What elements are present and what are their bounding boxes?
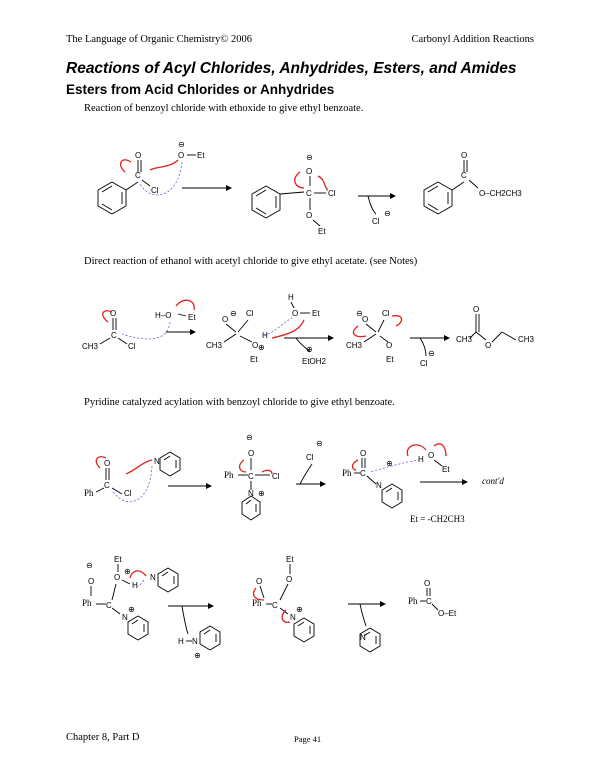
ethyl-label-9: Et [286,555,294,564]
ethyl-label-3: Et [188,313,196,322]
pyridine-n-label-1: N [154,457,160,466]
ethanol3-h-label: H [418,455,424,464]
caption-ethoxide: Reaction of benzoyl chloride with ethoxide to give ethyl benzoate. [84,103,364,114]
benzene-ring-1 [98,182,126,214]
benzene-ring-3 [424,182,452,214]
plus-sign-5: ⊕ [124,567,131,576]
red-arrow-13 [262,470,272,474]
ester2-oxygen-label: O [473,305,480,314]
phenyl-label-6: Ph [408,596,418,606]
red-arrow-14 [353,460,359,470]
methyl-label-1: CH3 [82,342,99,351]
tetra-chloride-label: Cl [246,309,254,318]
ethyl-label-8: Et [114,555,122,564]
pyridinium-ring-2 [382,484,402,508]
pyr-carbon-label: C [104,481,110,490]
chloride-ion-label-2: Cl [420,359,428,368]
pyridinium-ring-1 [242,496,260,520]
phenyl-label-2: Ph [224,470,234,480]
section-subtitle: Esters from Acid Chlorides or Anhydrides [66,82,335,97]
ethanol2-oxygen-label: O [292,309,299,318]
pyridine-ring-1 [160,452,180,476]
red-arrow-11 [126,460,152,474]
phenyl-label-3: Ph [342,468,352,478]
pyridinium-ring-3 [128,616,148,640]
ethyl-label-2: Et [318,227,326,236]
chloride-label-3: Cl [128,342,136,351]
pyridinium-n-label-3: N [122,613,128,622]
header-right: Carbonyl Addition Reactions [411,34,534,45]
pyridinium-ring-5 [294,618,314,642]
pyridinium-h-label: H [178,637,184,646]
cont-oxygen-label: O [88,577,95,586]
product-oxygen-label: O [424,579,431,588]
minus-sign-4: ⊖ [230,309,237,318]
methyl-label-3: CH3 [346,341,363,350]
acetyl-oxygen-label: O [110,309,117,318]
plus-sign-1: ⊕ [258,343,265,352]
pyridine-ring-2 [158,568,178,592]
protonated-ethanol-label: EtOH2 [302,357,327,366]
ethyl-label-7: Et [442,465,450,474]
header-left: The Language of Organic Chemistry© 2006 [66,34,252,45]
minus-sign-8: ⊖ [316,439,323,448]
cont-carbon-label: C [106,601,112,610]
red-arrow-2 [150,160,178,170]
dashed-bond-2 [122,322,170,339]
ethyl-label-5: Et [312,309,320,318]
pyridinium-n-label-4: N [192,637,198,646]
tet-chloride-label: Cl [272,472,280,481]
minus-sign-1: ⊖ [178,140,185,149]
alkoxide3-carbon-label: C [272,601,278,610]
tet-oxygen-label: O [248,449,255,458]
scheme-pyridine-2 [0,548,600,668]
red-arrow-16 [434,444,446,456]
red-arrow-8 [353,326,366,337]
alkoxide3-oxygen-label: O [256,577,263,586]
red-arrow-12 [240,460,246,472]
pyr-chloride-label: Cl [124,489,132,498]
cont-h-label: H [132,581,138,590]
pyridine-n-label-2: N [150,573,156,582]
minus-sign-6: ⊖ [428,349,435,358]
red-arrow-4 [318,176,328,190]
ethanol3-oxygen-label: O [428,451,435,460]
chloride-label: Cl [151,186,159,195]
methyl-label-2: CH3 [206,341,223,350]
plus-sign-3: ⊕ [258,489,265,498]
ethyl-label-4: Et [250,355,258,364]
product-ether-label: O–Et [438,609,457,618]
acetyl-carbon-label: C [111,331,117,340]
plus-sign-6: ⊕ [128,605,135,614]
phenyl-label-4: Ph [82,598,92,608]
plus-sign-7: ⊕ [194,651,201,660]
footer-chapter: Chapter 8, Part D [66,732,140,743]
tet-carbon-label: C [248,472,254,481]
page-title: Reactions of Acyl Chlorides, Anhydrides, Esters, and Amides [66,60,517,77]
ether-oxygen-label: O [306,211,313,220]
pyridine-n-label-3: N [360,633,366,642]
minus-sign-5: ⊖ [356,309,363,318]
alkoxide2-oxygen-label: O [362,315,369,324]
alkoxide3-ether-oxygen: O [286,575,293,584]
ethyl-definition: Et = -CH2CH3 [410,514,465,524]
alkoxide2-chloride-label: Cl [382,309,390,318]
ethoxide-oxygen-label: O [178,151,185,160]
continued-label: cont'd [482,476,504,486]
minus-sign-7: ⊖ [246,433,253,442]
methyl-label-4: CH3 [456,335,473,344]
caption-ethanol: Direct reaction of ethanol with acetyl chloride to give ethyl acetate. (see Notes) [84,256,418,267]
ethyl-label-6: Et [386,355,394,364]
minus-sign-9: ⊖ [86,561,93,570]
tetra-oxygen-label: O [222,315,229,324]
ethanol-h-label: H–O [155,311,172,320]
plus-sign-4: ⊕ [386,459,393,468]
minus-sign-2: ⊖ [306,153,313,162]
red-arrow-6 [176,300,194,310]
ethanol2-h-label: H [288,293,294,302]
red-arrow-3 [295,172,304,188]
red-arrow-19 [282,610,290,622]
phenyl-label-1: Ph [84,488,94,498]
pyridinium-ring-4 [200,626,220,650]
oxonium-oxygen-label: O [252,341,259,350]
methyl-label-5: CH3 [518,335,535,344]
alkoxide2-ether-oxygen: O [386,341,393,350]
chloride-label-2: Cl [328,189,336,198]
alkoxide-oxygen-label: O [306,167,313,176]
ester2-ether-oxygen: O [485,341,492,350]
cont-oxonium-oxygen: O [114,573,121,582]
benzene-ring-2 [252,186,280,218]
product-carbon-label: C [426,597,432,606]
scheme-ethoxide [0,130,600,240]
scheme-ethanol [0,286,600,386]
plus-sign-2: ⊕ [306,345,313,354]
dashed-bond-5 [370,460,420,472]
tetrahedral-carbon-label: C [306,189,312,198]
minus-sign-3: ⊖ [384,209,391,218]
footer-page-number: Page 41 [294,734,322,744]
red-arrow-1 [121,160,131,172]
carbonyl-oxygen-label: O [135,151,142,160]
carbonyl-carbon-label: C [135,171,141,180]
red-arrow-17 [130,571,146,578]
acylpyr-carbon-label: C [360,469,366,478]
red-arrow-7 [272,320,304,338]
ester-carbonyl-oxygen: O [461,151,468,160]
scheme-pyridine-1 [0,426,600,546]
pyridinium-n-label-5: N [290,613,296,622]
pyridinium-n-label-2: N [376,481,382,490]
phenyl-label-5: Ph [252,598,262,608]
pyridinium-n-label-1: N [248,489,254,498]
ester-carbon-label: C [461,171,467,180]
ethyl-label-1: Et [197,151,205,160]
chloride-ion-label: Cl [372,217,380,226]
caption-pyridine: Pyridine catalyzed acylation with benzoyl chloride to give ethyl benzoate. [84,397,395,408]
ethoxy-group-label: O–CH2CH3 [479,189,522,198]
plus-sign-8: ⊕ [296,605,303,614]
red-arrow-9 [392,316,402,326]
chloride-ion-label-3: Cl [306,453,314,462]
pyr-carbonyl-oxygen: O [104,459,111,468]
oxonium-h-label: H [262,331,268,340]
acylpyr-oxygen-label: O [360,449,367,458]
